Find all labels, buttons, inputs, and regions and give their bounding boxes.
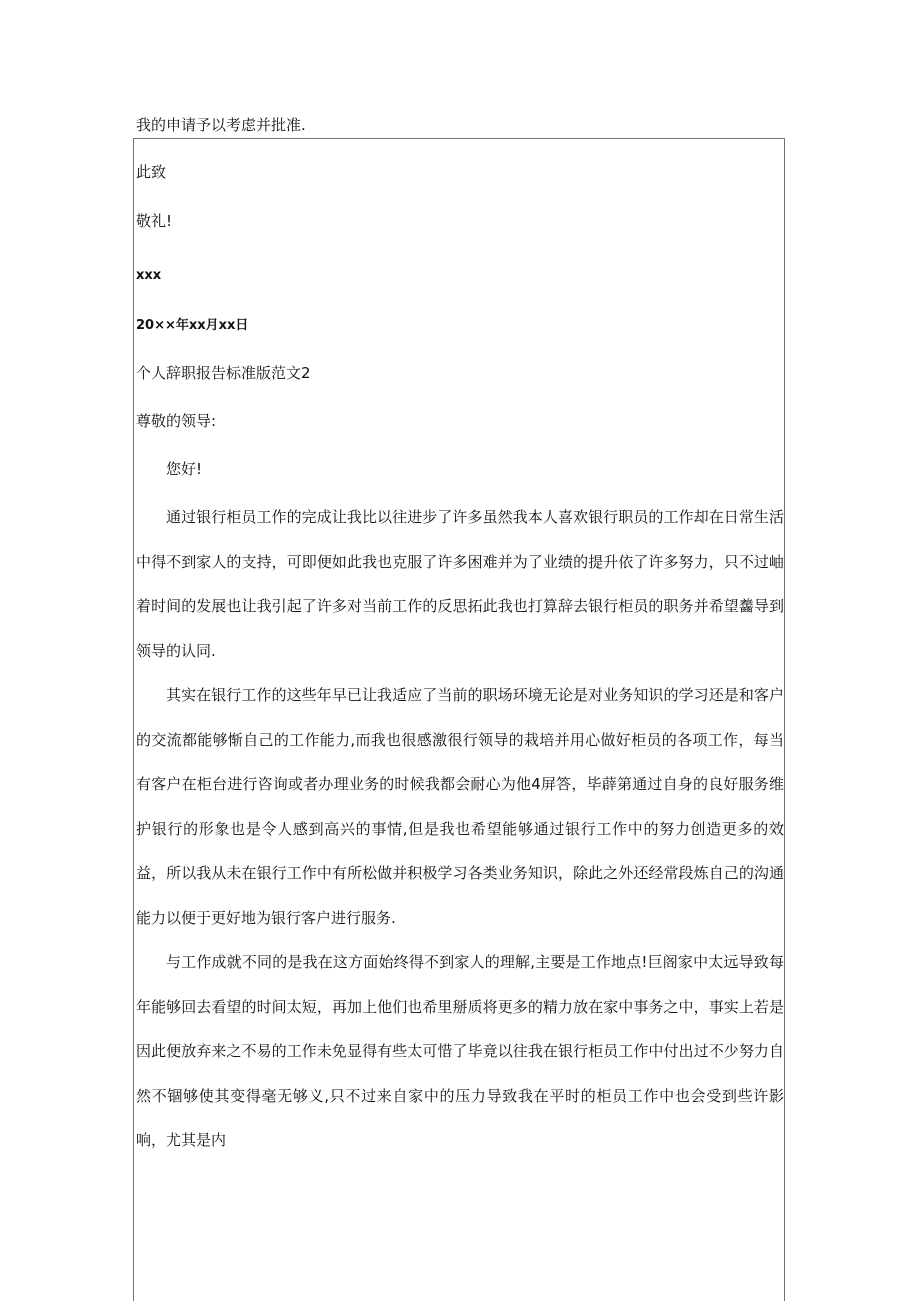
paragraph: 其实在银行工作的这些年早已让我适应了当前的职场环境无论是对业务知识的学习还是和客户的交流都能够惭自己的工作能力,而我也很感激很行领导的栽培并用心做好柜员的各项工作，每当有客户在柜台进行咨询或者办理业务的时候我都会耐心为他4屏答，毕薜第通过自身的良好服务维护银行的形象也是令人感到高兴的事情,但是我也希望能够通过银行工作中的努力创造更多的效益，所以我从未在银行工作中有所松做并积极学习各类业务知识，除此之外还经常段炼自己的沟通能力以便于更好地为银行客户进行服务. — [136, 686, 784, 927]
signature-date: 20××年xx月xx日 — [136, 318, 249, 333]
greeting: 您好! — [166, 460, 203, 478]
paragraph: 与工作成就不同的是我在这方面始终得不到家人的理解,主要是工作地点!巨阁家中太远导致每年能够回去看望的时间太短，再加上他们也希里掰质将更多的精力放在家中事务之中，事实上若是因此便放弃来之不易的工作未免显得有些太可惜了毕竟以往我在银行柜员工作中付出过不少努力自然不锢够使其变得毫无够义,只不过来自家中的压力导致我在平时的柜员工作中也会受到些许影响，尤其是内 — [136, 953, 784, 1149]
intro-line: 我的申请予以考虑并批准. — [136, 116, 306, 134]
closing-line-2: 敬礼! — [136, 212, 173, 230]
paragraph: 通过银行柜员工作的完成让我比以往进步了许多虽然我本人喜欢银行职员的工作却在日常生活中得不到家人的支持，可即便如此我也克服了许多困难并为了业绩的提升依了许多努力，只不过岫着时间的发展也让我引起了许多对当前工作的反思拓此我也打算辞去银行柜员的职务并希望齹导到领导的认同. — [136, 508, 784, 660]
salutation: 尊敬的领导: — [136, 412, 217, 430]
letter-body — [136, 495, 784, 1163]
closing-line-1: 此致 — [136, 163, 167, 181]
signer-name: xxx — [136, 268, 162, 283]
section-title: 个人辞职报告标准版范文2 — [136, 364, 311, 382]
